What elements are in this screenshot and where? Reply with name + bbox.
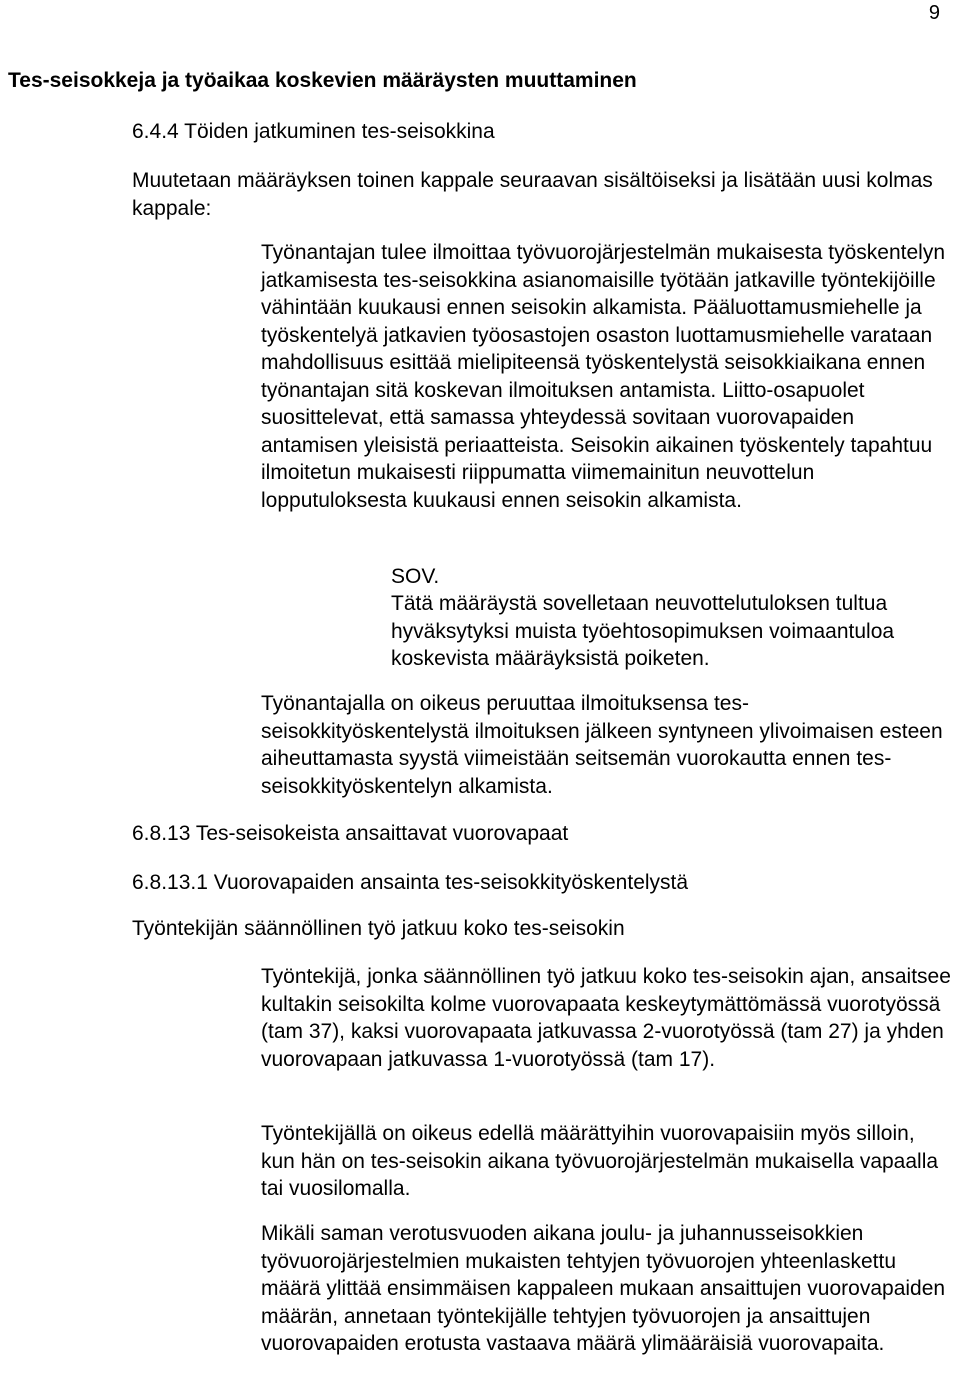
amended-paragraph-notice: Työnantajan tulee ilmoittaa työvuorojärjestelmän mukaisesta työskentelyn jatkamisesta tes-seisokkina asianomaisille työtään jatkaville työntekijöille vähintään kuukausi ennen seisokin alkamista. Pääluottamusmiehelle ja työskentelyä jatkavien työosastojen osaston luottamusmiehelle varataan mahdollisuus esittää mielipiteensä työskentelystä seisokkiaikana ennen työnantajan sitä koskevan ilmoituksen antamista. Liitto-osapuolet suosittelevat, että samassa yhteydessä sovitaan vuorovapaiden antamisen yleisistä periaatteista. Seisokin aikainen työskentely tapahtuu ilmoitetun mukaisesti riippumatta viimemainitun neuvottelun lopputuloksesta kuukausi ennen seisokin alkamista. (261, 241, 946, 512)
section-heading-6-4-4: 6.4.4 Töiden jatkuminen tes-seisokkina (132, 120, 495, 143)
sov-label: SOV. (391, 565, 440, 588)
extra-leave-paragraph: Mikäli saman verotusvuoden aikana joulu- ja juhannusseisokkien työvuorojärjestelmien mukaisten tehtyjen työvuorojen yhteenlaskettu määrä ylittää ensimmäisen kappaleen mukaan ansaittujen vuorovapaiden määrän, annetaan työntekijälle tehtyjen työvuorojen ja ansaittujen vuorovapaiden erotusta vastaava määrä ylimääräisiä vuorovapaita. (261, 1222, 946, 1355)
section-heading-6-8-13: 6.8.13 Tes-seisokeista ansaittavat vuorovapaat (132, 822, 569, 845)
new-paragraph-cancellation: Työnantajalla on oikeus peruuttaa ilmoituksensa tes-seisokkityöskentelystä ilmoituksen jälkeen syntyneen ylivoimaisen esteen aiheuttamasta syystä viimeistään seitsemän vuorokautta ennen tes-seisokkityöskentelyn alkamista. (261, 692, 943, 798)
section-heading-6-8-13-1: 6.8.13.1 Vuorovapaiden ansainta tes-seisokkityöskentelystä (132, 871, 689, 894)
leave-paragraph: Työntekijällä on oikeus edellä määrättyihin vuorovapaisiin myös silloin, kun hän on tes-seisokin aikana työvuorojärjestelmän mukaisella vapaalla tai vuosilomalla. (261, 1122, 939, 1200)
page-title: Tes-seisokkeja ja työaikaa koskevien määräysten muuttaminen (8, 69, 637, 92)
page-number: 9 (928, 2, 940, 24)
section-subtitle: Työntekijän säännöllinen työ jatkuu koko tes-seisokin (132, 917, 625, 940)
earning-paragraph: Työntekijä, jonka säännöllinen työ jatkuu koko tes-seisokin ajan, ansaitsee kultakin seisokilta kolme vuorovapaata keskeytymättömässä vuorotyössä (tam 37), kaksi vuorovapaata jatkuvassa 2-vuorotyössä (tam 27) ja yhden vuorovapaan jatkuvassa 1-vuorotyössä (tam 17). (261, 965, 951, 1071)
sov-text: Tätä määräystä sovelletaan neuvottelutuloksen tultua hyväksytyksi muista työehtosopimuksen voimaantuloa koskevista määräyksistä poiketen. (391, 592, 895, 670)
amendment-intro: Muutetaan määräyksen toinen kappale seuraavan sisältöiseksi ja lisätään uusi kolmas kappale: (132, 169, 933, 220)
